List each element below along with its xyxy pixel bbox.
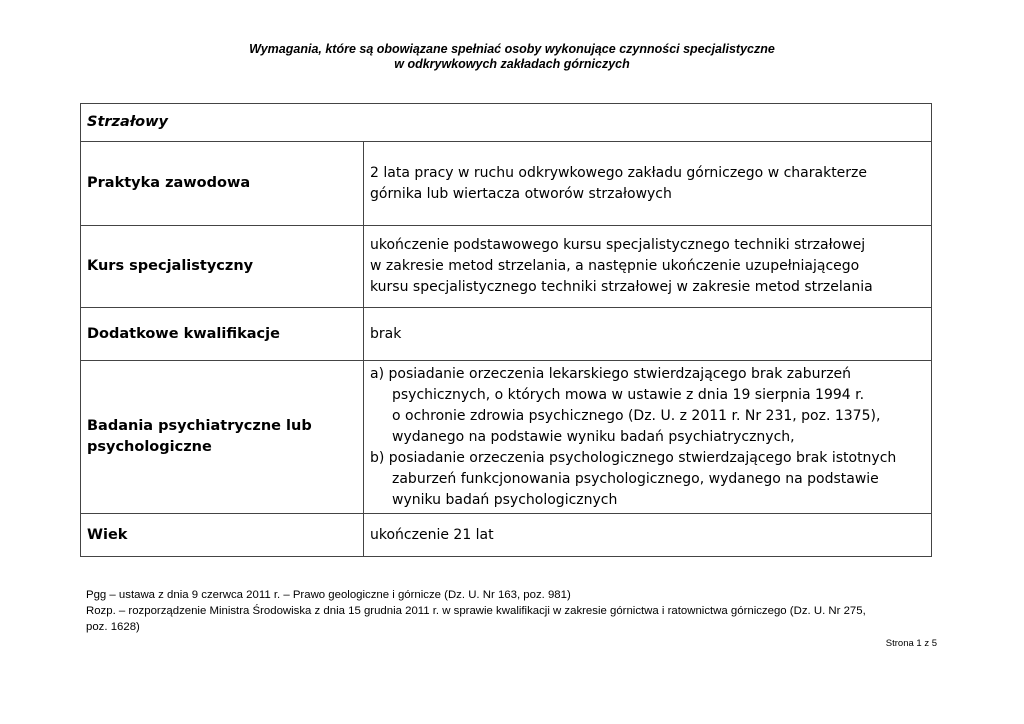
label-praktyka <box>81 142 364 226</box>
label-badania <box>81 361 364 514</box>
page-number: Strona 1 z 5 <box>885 638 937 649</box>
footnotes <box>86 587 946 635</box>
item-line: wyniku badań psychologicznych <box>392 491 618 508</box>
value-praktyka <box>364 142 932 226</box>
item-line: psychicznych, o których mowa w ustawie z dnia 19 sierpnia 1994 r. <box>392 386 865 403</box>
value-dodatkowe <box>364 308 932 361</box>
item-line: a) posiadanie orzeczenia lekarskiego stwierdzającego brak zaburzeń <box>370 365 852 382</box>
item-line: zaburzeń funkcjonowania psychologicznego, wydanego na podstawie <box>392 470 879 487</box>
value-line: ukończenie podstawowego kursu specjalistycznego techniki strzałowej <box>370 237 866 253</box>
label-line: Dodatkowe kwalifikacje <box>87 325 280 342</box>
row-dodatkowe <box>81 308 932 361</box>
value-line: brak <box>370 325 402 342</box>
footnote-rozp: Rozp. – rozporządzenie Ministra Środowiska z dnia 15 grudnia 2011 r. w sprawie kwalifikacji w zakresie górnictwa i ratownictwa górniczego (Dz. U. Nr 275, <box>86 605 866 617</box>
page-header <box>0 42 1024 72</box>
footnote-rozp-cont: poz. 1628) <box>86 621 140 633</box>
value-line: 2 lata pracy w ruchu odkrywkowego zakładu górniczego w charakterze <box>370 164 868 181</box>
footnote-pgg: Pgg – ustawa z dnia 9 czerwca 2011 r. – Prawo geologiczne i górnicze (Dz. U. Nr 163, poz. 981) <box>86 589 571 601</box>
label-wiek <box>81 514 364 557</box>
requirements-table <box>80 103 932 557</box>
value-line: w zakresie metod strzelania, a następnie ukończenie uzupełniającego <box>370 258 860 274</box>
label-line: Kurs specjalistyczny <box>87 258 254 274</box>
value-line: górnika lub wiertacza otworów strzałowych <box>370 185 672 202</box>
header-line-2: w odkrywkowych zakładach górniczych <box>394 57 630 71</box>
label-line: Praktyka zawodowa <box>87 175 251 191</box>
table-title-row <box>81 104 932 142</box>
item-line: wydanego na podstawie wyniku badań psychiatrycznych, <box>392 428 795 445</box>
row-badania <box>81 361 932 514</box>
value-wiek <box>364 514 932 557</box>
value-line: kursu specjalistycznego techniki strzałowej w zakresie metod strzelania <box>370 279 873 295</box>
label-dodatkowe <box>81 308 364 361</box>
label-line: psychologiczne <box>87 439 212 455</box>
value-kurs <box>364 226 932 308</box>
table-title: Strzałowy <box>81 104 932 142</box>
value-badania <box>364 361 932 514</box>
row-praktyka <box>81 142 932 226</box>
label-line: Badania psychiatryczne lub <box>87 418 312 434</box>
label-line: Wiek <box>87 526 128 543</box>
list-item-b <box>370 448 925 511</box>
header-line-1: Wymagania, które są obowiązane spełniać osoby wykonujące czynności specjalistyczne <box>249 42 775 56</box>
label-kurs <box>81 226 364 308</box>
row-wiek <box>81 514 932 557</box>
list-item-a <box>370 364 925 448</box>
item-line: b) posiadanie orzeczenia psychologicznego stwierdzającego brak istotnych <box>370 449 897 466</box>
value-line: ukończenie 21 lat <box>370 526 494 543</box>
row-kurs <box>81 226 932 308</box>
item-line: o ochronie zdrowia psychicznego (Dz. U. z 2011 r. Nr 231, poz. 1375), <box>392 407 881 424</box>
